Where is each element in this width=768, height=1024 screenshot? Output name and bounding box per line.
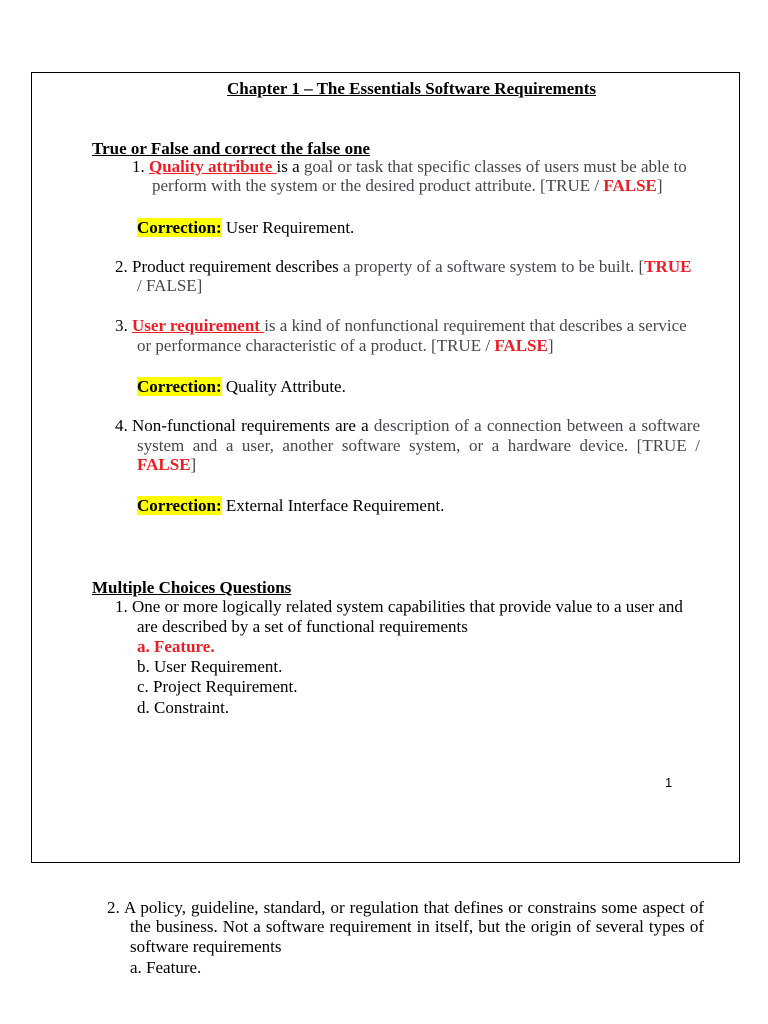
question-text: goal or task that specific classes of users must be able to bbox=[299, 157, 687, 176]
correction-label: Correction: bbox=[137, 496, 222, 515]
mc-question-2-line-1: A policy, guideline, standard, or regulation that defines or constrains some aspect of bbox=[124, 898, 704, 917]
selected-answer: FALSE bbox=[137, 455, 191, 474]
question-text: is a kind of nonfunctional requirement that describes a service bbox=[264, 316, 687, 335]
question-text: description of a connection between a software bbox=[368, 416, 700, 435]
question-text: / FALSE] bbox=[137, 276, 203, 295]
answer-option: c. Project Requirement. bbox=[137, 677, 298, 696]
correction-line bbox=[137, 377, 346, 397]
mc-question-1-line-2: are described by a set of functional requirements bbox=[137, 617, 468, 636]
correction-line bbox=[137, 218, 354, 238]
question-text: One or more logically related system capabilities that provide value to a user and bbox=[132, 597, 683, 616]
question-text: Non-functional requirements are a bbox=[132, 416, 369, 435]
page-number: 1 bbox=[665, 775, 673, 790]
bracket-close: ] bbox=[547, 336, 554, 355]
question-number: 2. bbox=[107, 898, 120, 917]
mc-question-2-line-2: the business. Not a software requirement in itself, but the origin of several types of bbox=[130, 917, 704, 936]
correction-text: User Requirement. bbox=[221, 218, 355, 237]
question-number: 3. bbox=[115, 316, 128, 335]
correction-line bbox=[137, 496, 444, 516]
tf-question-1-line-2 bbox=[152, 176, 663, 196]
bracket-close: ] bbox=[656, 176, 663, 195]
answer-option: d. Constraint. bbox=[137, 698, 230, 717]
mc-question-1-line-1 bbox=[115, 597, 683, 617]
true-false-heading: True or False and correct the false one bbox=[92, 139, 371, 158]
question-text: Product requirement describes bbox=[132, 257, 339, 276]
multiple-choice-heading: Multiple Choices Questions bbox=[92, 578, 292, 597]
question-number: 2. bbox=[115, 257, 128, 276]
correction-label: Correction: bbox=[137, 377, 222, 396]
question-text: is a bbox=[276, 157, 300, 176]
tf-question-3-line-2 bbox=[137, 336, 554, 356]
answer-option: b. User Requirement. bbox=[137, 657, 283, 676]
selected-answer: TRUE bbox=[644, 257, 692, 276]
question-number: 1. bbox=[132, 157, 145, 176]
chapter-title: Chapter 1 – The Essentials Software Requirements bbox=[227, 79, 596, 98]
answer-option: a. Feature. bbox=[137, 637, 215, 656]
correction-text: Quality Attribute. bbox=[221, 377, 346, 396]
tf-question-4-line-1 bbox=[132, 416, 700, 436]
bracket-close: ] bbox=[190, 455, 197, 474]
answer-option: a. Feature. bbox=[130, 958, 202, 977]
question-text: a property of a software system to be built. [ bbox=[338, 257, 645, 276]
tf-question-2-line-2 bbox=[137, 276, 202, 296]
question-number: 4. bbox=[115, 416, 128, 435]
key-term: Quality attribute bbox=[149, 157, 277, 176]
question-number: 1. bbox=[115, 597, 128, 616]
key-term: User requirement bbox=[132, 316, 265, 335]
tf-question-4-line-3 bbox=[137, 455, 196, 475]
selected-answer: FALSE bbox=[494, 336, 548, 355]
correction-label: Correction: bbox=[137, 218, 222, 237]
tf-question-1-line-1 bbox=[132, 157, 687, 177]
tf-question-3-line-1 bbox=[115, 316, 687, 336]
selected-answer: FALSE bbox=[603, 176, 657, 195]
question-text: system and a user, another software system, or a hardware device. [TRUE / bbox=[137, 436, 700, 455]
question-text: or performance characteristic of a product. [TRUE / bbox=[137, 336, 495, 355]
tf-question-2-line-1 bbox=[115, 257, 691, 277]
question-text: perform with the system or the desired product attribute. [TRUE / bbox=[152, 176, 604, 195]
tf-question-4-line-2 bbox=[137, 436, 700, 456]
mc-question-2-line-3: software requirements bbox=[130, 937, 282, 956]
correction-text: External Interface Requirement. bbox=[221, 496, 445, 515]
